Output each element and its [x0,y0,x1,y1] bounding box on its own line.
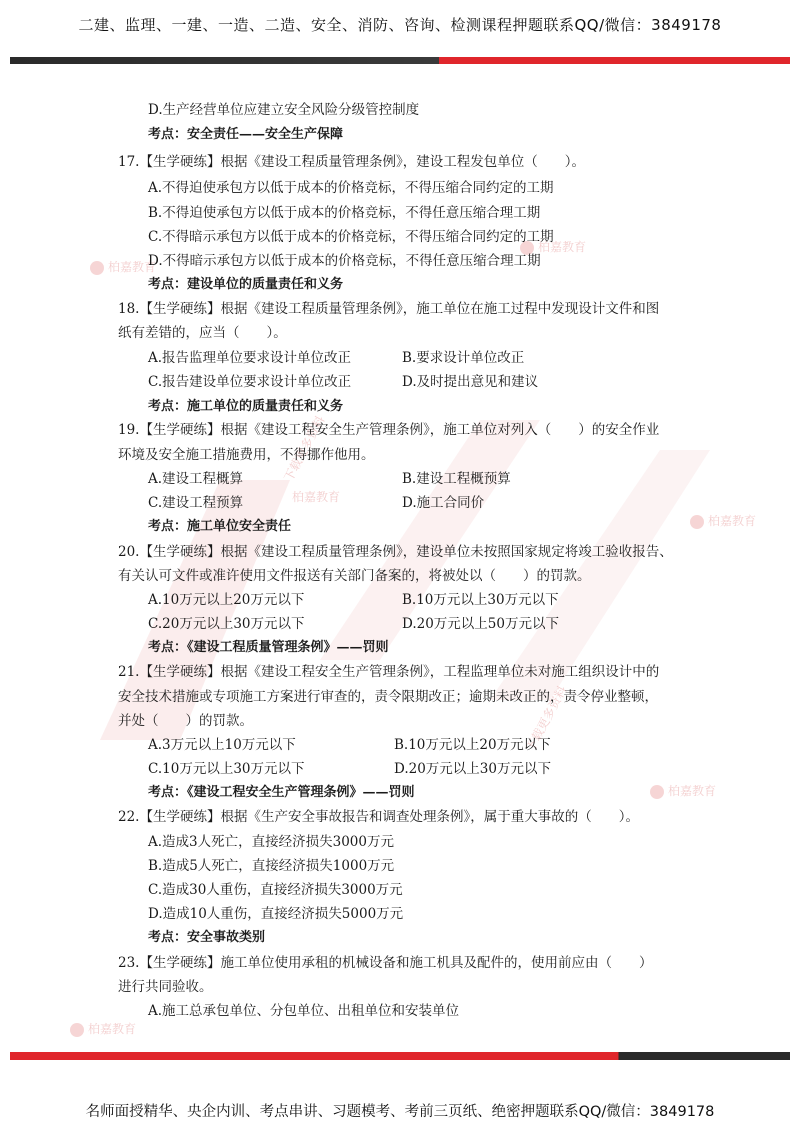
q20-option-c: C.20万元以上30万元以下 [148,616,305,632]
q19-option-a: A.建设工程概算 [148,471,244,487]
q19-stem: 19.【生学硬练】根据《建设工程安全生产管理条例》，施工单位对列入（ ）的安全作业 [118,422,660,438]
watermark-brand-5: 柏嘉教育 [650,782,716,799]
q16-option-d: D.生产经营单位应建立安全风险分级管控制度 [148,102,420,118]
q21-stem: 21.【生学硬练】根据《建设工程安全生产管理条例》，工程监理单位未对施工组织设计中的 [118,664,660,680]
q22-option-d: D.造成10人重伤，直接经济损失5000万元 [148,906,404,922]
q20-stem-cont: 有关认可文件或准许使用文件报送有关部门备案的，将被处以（ ）的罚款。 [118,568,591,584]
q20-option-b: B.10万元以上30万元以下 [402,592,559,608]
q23-stem-cont: 进行共同验收。 [118,979,213,995]
q21-key-point: 考点：《建设工程安全生产管理条例》——罚则 [148,785,415,800]
q22-stem: 22.【生学硬练】根据《生产安全事故报告和调查处理条例》，属于重大事故的（ ）。 [118,809,639,825]
q21-stem-cont2: 并处（ ）的罚款。 [118,713,253,729]
q20-key-point: 考点：《建设工程质量管理条例》——罚则 [148,640,389,655]
q20-option-d: D.20万元以上50万元以下 [402,616,559,632]
q20-option-a: A.10万元以上20万元以下 [148,592,305,608]
q18-stem: 18.【生学硬练】根据《建设工程质量管理条例》，施工单位在施工过程中发现设计文件和图 [118,301,660,317]
q18-option-b: B.要求设计单位改正 [402,350,525,366]
q17-stem: 17.【生学硬练】根据《建设工程质量管理条例》，建设工程发包单位（ ）。 [118,154,585,170]
q17-option-d: D.不得暗示承包方以低于成本的价格竞标，不得任意压缩合理工期 [148,253,541,269]
watermark-brand-4: 柏嘉教育 [690,512,756,529]
watermark-brand-1: 柏嘉教育 [90,258,156,275]
footer-red-bar [10,1052,790,1060]
q18-option-a: A.报告监理单位要求设计单位改正 [148,350,352,366]
q19-option-b: B.建设工程概预算 [402,471,511,487]
q19-option-c: C.建设工程预算 [148,495,244,511]
q22-option-c: C.造成30人重伤，直接经济损失3000万元 [148,882,403,898]
watermark-brand-6: 柏嘉教育 [70,1020,136,1037]
q18-stem-cont: 纸有差错的，应当（ ）。 [118,325,287,341]
q17-option-c: C.不得暗示承包方以低于成本的价格竞标，不得压缩合同约定的工期 [148,229,554,245]
q17-option-a: A.不得迫使承包方以低于成本的价格竞标，不得压缩合同约定的工期 [148,180,554,196]
q23-option-a: A.施工总承包单位、分包单位、出租单位和安装单位 [148,1003,460,1019]
q19-key-point: 考点：施工单位安全责任 [148,519,292,534]
q21-option-a: A.3万元以上10万元以下 [148,737,296,753]
q20-stem: 20.【生学硬练】根据《建设工程质量管理条例》，建设单位未按照国家规定将竣工验收报告、 [118,544,673,560]
q23-stem: 23.【生学硬练】施工单位使用承租的机械设备和施工机具及配件的，使用前应由（ ） [118,955,653,971]
page-header: 二建、监理、一建、一造、二造、安全、消防、咨询、检测课程押题联系QQ/微信：3849178 [78,16,722,34]
q18-option-d: D.及时提出意见和建议 [402,374,539,390]
q22-option-b: B.造成5人死亡，直接经济损失1000万元 [148,858,395,874]
q21-option-c: C.10万元以上30万元以下 [148,761,305,777]
q16-key-point: 考点：安全责任——安全生产保障 [148,127,344,142]
q22-key-point: 考点：安全事故类别 [148,930,266,945]
watermark-brand-2: 柏嘉教育 [520,238,586,255]
q21-stem-cont1: 安全技术措施或专项施工方案进行审查的，责令限期改正；逾期未改正的，责令停业整顿， [118,689,658,705]
q21-option-b: B.10万元以上20万元以下 [394,737,551,753]
q21-option-d: D.20万元以上30万元以下 [394,761,551,777]
q22-option-a: A.造成3人死亡，直接经济损失3000万元 [148,834,394,850]
q19-option-d: D.施工合同价 [402,495,485,511]
watermark-brand-3: 柏嘉教育 [292,490,341,504]
q18-option-c: C.报告建设单位要求设计单位改正 [148,374,352,390]
q19-stem-cont: 环境及安全施工措施费用，不得挪作他用。 [118,447,375,463]
q18-key-point: 考点：施工单位的质量责任和义务 [148,399,344,414]
page-footer: 名师面授精华、央企内训、考点串讲、习题模考、考前三页纸、绝密押题联系QQ/微信：3849178 [85,1104,715,1120]
q17-option-b: B.不得迫使承包方以低于成本的价格竞标，不得任意压缩合理工期 [148,205,541,221]
watermark-side-1: 下载更多资料 [281,413,328,484]
watermark-side-2: 下载更多资料 [523,683,570,754]
q17-key-point: 考点：建设单位的质量责任和义务 [148,277,344,292]
